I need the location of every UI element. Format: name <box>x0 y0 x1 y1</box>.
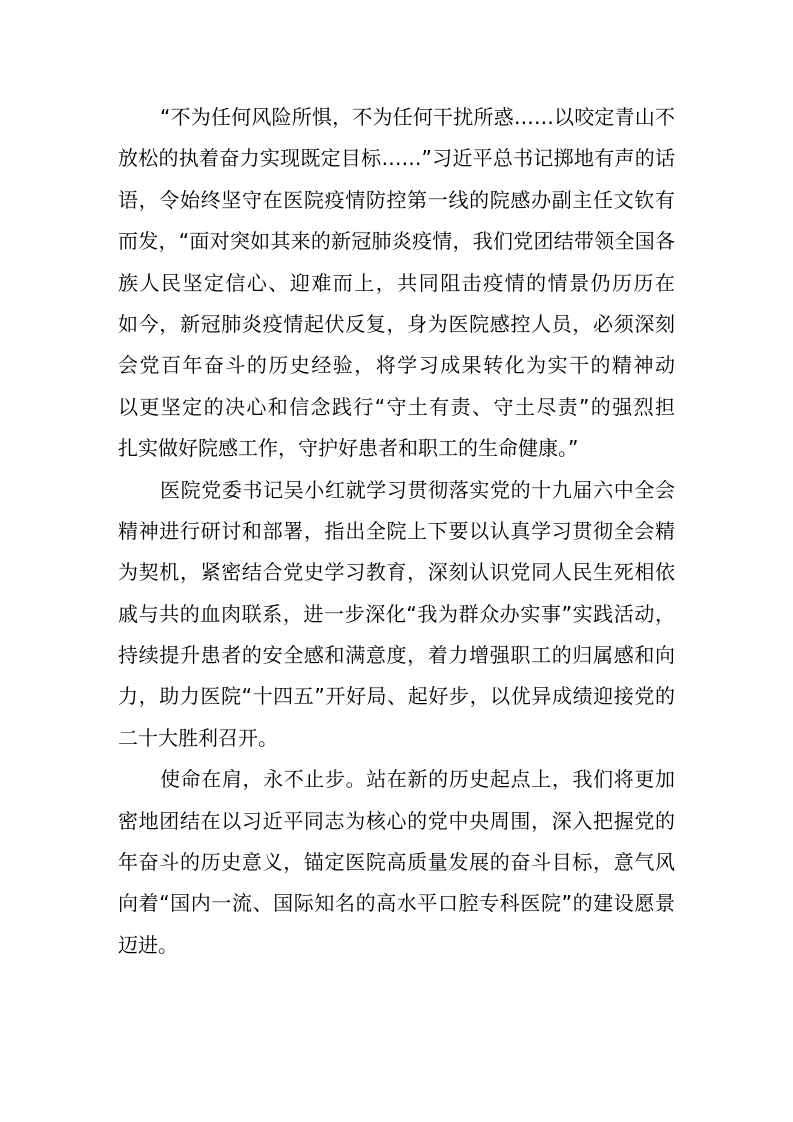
text-line: 语，令始终坚守在医院疫情防控第一线的院感办副主任文钦有 <box>118 187 675 212</box>
text-line: 持续提升患者的安全感和满意度，着力增强职工的归属感和向 <box>118 643 675 668</box>
text-line: 扎实做好院感工作，守护好患者和职工的生命健康。” <box>118 436 579 461</box>
text-line: 向着“国内一流、国际知名的高水平口腔专科医院”的建设愿景 <box>118 891 675 916</box>
paragraph-2 <box>118 470 675 760</box>
text-line: “不为任何风险所惧，不为任何干扰所惑……以咬定青山不 <box>160 105 675 129</box>
text-line: 力，助力医院“十四五”开好局、起好步，以优异成绩迎接党的 <box>118 684 675 709</box>
text-line: 以更坚定的决心和信念践行“守土有责、守土尽责”的强烈担 <box>118 394 675 419</box>
text-line: 戚与共的血肉联系，进一步深化“我为群众办实事”实践活动， <box>118 601 675 626</box>
text-line: 而发，“面对突如其来的新冠肺炎疫情，我们党团结带领全国各 <box>118 229 675 254</box>
text-line: 为契机，紧密结合党史学习教育，深刻认识党同人民生死相依 <box>118 560 675 585</box>
body-text <box>118 97 675 966</box>
text-line: 族人民坚定信心、迎难而上，共同阻击疫情的情景仍历历在 <box>118 270 675 295</box>
text-line: 使命在肩，永不止步。站在新的历史起点上，我们将更加 <box>160 767 675 792</box>
paragraph-3 <box>118 759 675 966</box>
text-line: 迈进。 <box>118 932 178 957</box>
text-line: 精神进行研讨和部署，指出全院上下要以认真学习贯彻全会精 <box>118 518 675 543</box>
text-line: 密地团结在以习近平同志为核心的党中央周围，深入把握党的 <box>118 808 675 833</box>
text-line: 如今，新冠肺炎疫情起伏反复，身为医院感控人员，必须深刻 <box>118 311 675 336</box>
text-line: 放松的执着奋力实现既定目标……”习近平总书记掷地有声的话 <box>118 146 675 171</box>
text-line: 会党百年奋斗的历史经验，将学习成果转化为实干的精神动 <box>118 353 675 378</box>
text-line: 二十大胜利召开。 <box>118 725 278 750</box>
text-line: 医院党委书记吴小红就学习贯彻落实党的十九届六中全会 <box>160 477 675 502</box>
paragraph-1 <box>118 97 675 470</box>
text-line: 年奋斗的历史意义，锚定医院高质量发展的奋斗目标，意气风 <box>118 850 675 875</box>
